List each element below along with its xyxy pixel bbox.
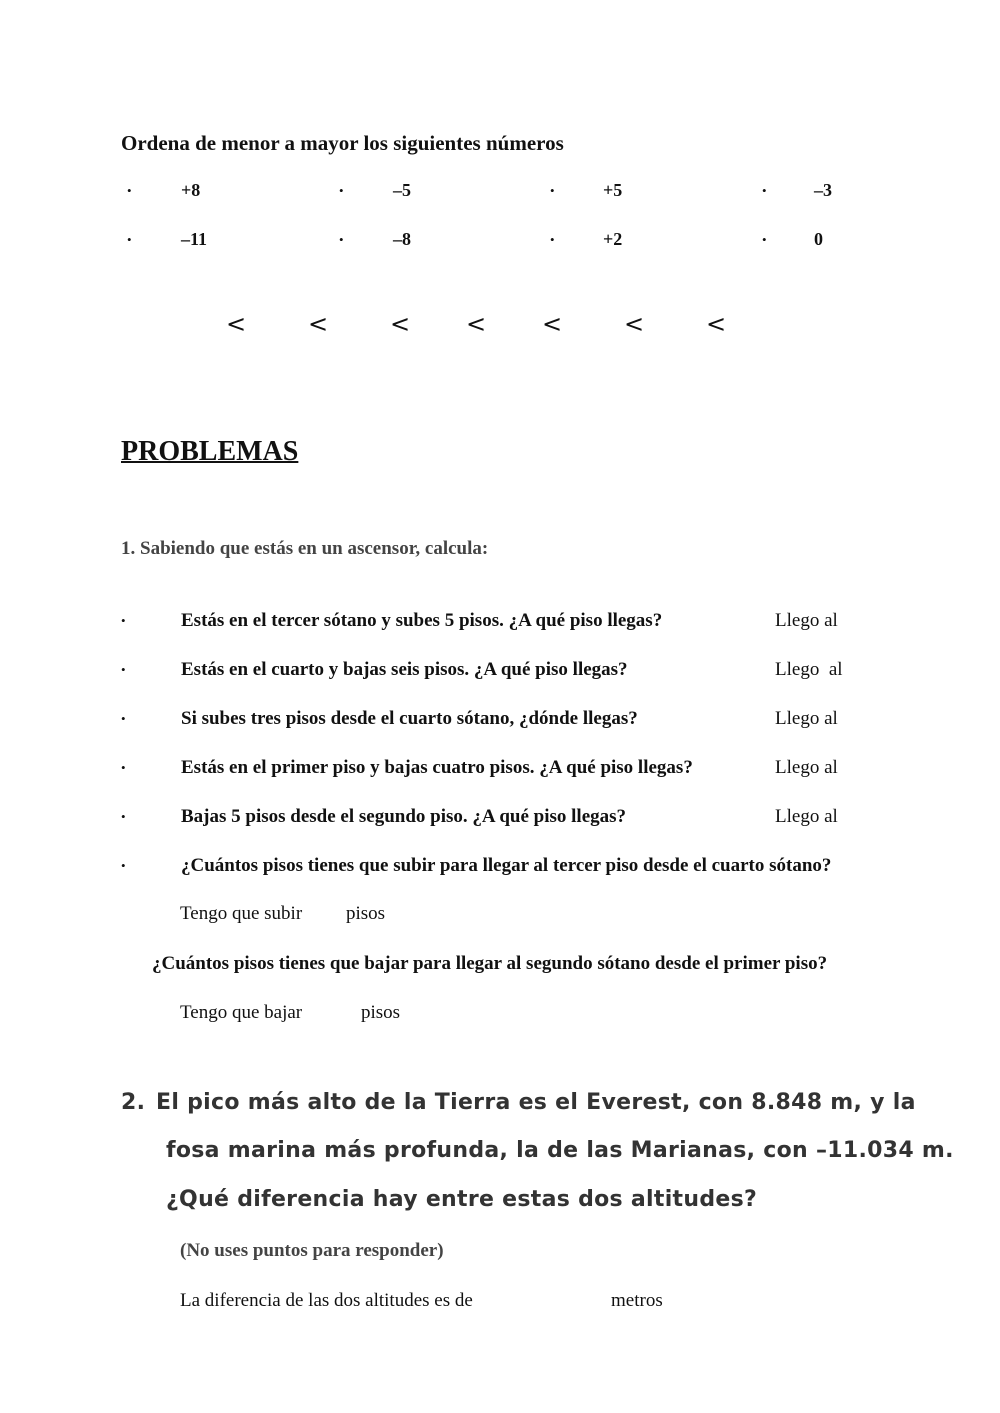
bullet-icon: • [127,183,132,198]
descend-answer-prefix: Tengo que bajar [180,1002,303,1023]
answer-label: Llego al [775,659,843,680]
bullet-icon: • [762,183,767,198]
problem2-number: 2. [121,1090,146,1115]
number-item: –11 [181,229,208,249]
answer-label: Llego al [775,610,838,631]
bullet-icon: • [121,711,126,726]
number-item: 0 [814,229,823,249]
bullet-icon: • [550,183,555,198]
climb-answer-prefix: Tengo que subir [180,903,303,924]
difference-answer-suffix: metros [611,1290,663,1311]
number-item: +5 [603,180,623,200]
order-title: Ordena de menor a mayor los siguientes números [121,131,564,155]
number-item: +2 [603,229,623,249]
bullet-icon: • [121,809,126,824]
number-item: +8 [181,180,201,200]
number-item: –3 [814,180,832,200]
bullet-icon: • [121,613,126,628]
problem1-title: 1. Sabiendo que estás en un ascensor, calcula: [121,538,489,559]
problem1-question-6: ¿Cuántos pisos tienes que subir para llegar al tercer piso desde el cuarto sótano? [181,855,832,876]
bullet-icon: • [121,662,126,677]
answer-label: Llego al [775,708,838,729]
difference-answer-prefix: La diferencia de las dos altitudes es de [180,1290,473,1311]
climb-answer-suffix: pisos [346,903,386,924]
bullet-icon: • [121,858,126,873]
problem1-question: Si subes tres pisos desde el cuarto sótano, ¿dónde llegas? [181,708,638,729]
problem2-line1: El pico más alto de la Tierra es el Everest, con 8.848 m, y la [156,1090,916,1115]
problem1-question: Estás en el cuarto y bajas seis pisos. ¿A qué piso llegas? [181,659,628,680]
less-than-symbol: < [466,310,487,338]
number-item: –5 [393,180,411,200]
descend-answer-suffix: pisos [361,1002,401,1023]
bullet-icon: • [550,232,555,247]
bullet-icon: • [339,183,344,198]
bullet-icon: • [762,232,767,247]
less-than-symbol: < [390,310,411,338]
answer-label: Llego al [775,806,838,827]
bullet-icon: • [339,232,344,247]
problem2-line2: fosa marina más profunda, la de las Marianas, con –11.034 m. [166,1138,954,1163]
less-than-symbol: < [226,310,247,338]
bullet-icon: • [121,760,126,775]
number-item: –8 [393,229,411,249]
less-than-symbol: < [308,310,329,338]
problem2-line3: ¿Qué diferencia hay entre estas dos altitudes? [166,1187,758,1212]
problem1-question: Bajas 5 pisos desde el segundo piso. ¿A qué piso llegas? [181,806,627,827]
less-than-symbol: < [542,310,563,338]
bullet-icon: • [127,232,132,247]
problem1-question: Estás en el tercer sótano y subes 5 pisos. ¿A qué piso llegas? [181,610,663,631]
problem1-question: Estás en el primer piso y bajas cuatro pisos. ¿A qué piso llegas? [181,757,693,778]
less-than-symbol: < [706,310,727,338]
problem2-note: (No uses puntos para responder) [180,1240,444,1261]
problems-heading: PROBLEMAS [121,436,299,467]
answer-label: Llego al [775,757,838,778]
less-than-symbol: < [624,310,645,338]
problem1-question-7: ¿Cuántos pisos tienes que bajar para llegar al segundo sótano desde el primer piso? [152,953,828,974]
